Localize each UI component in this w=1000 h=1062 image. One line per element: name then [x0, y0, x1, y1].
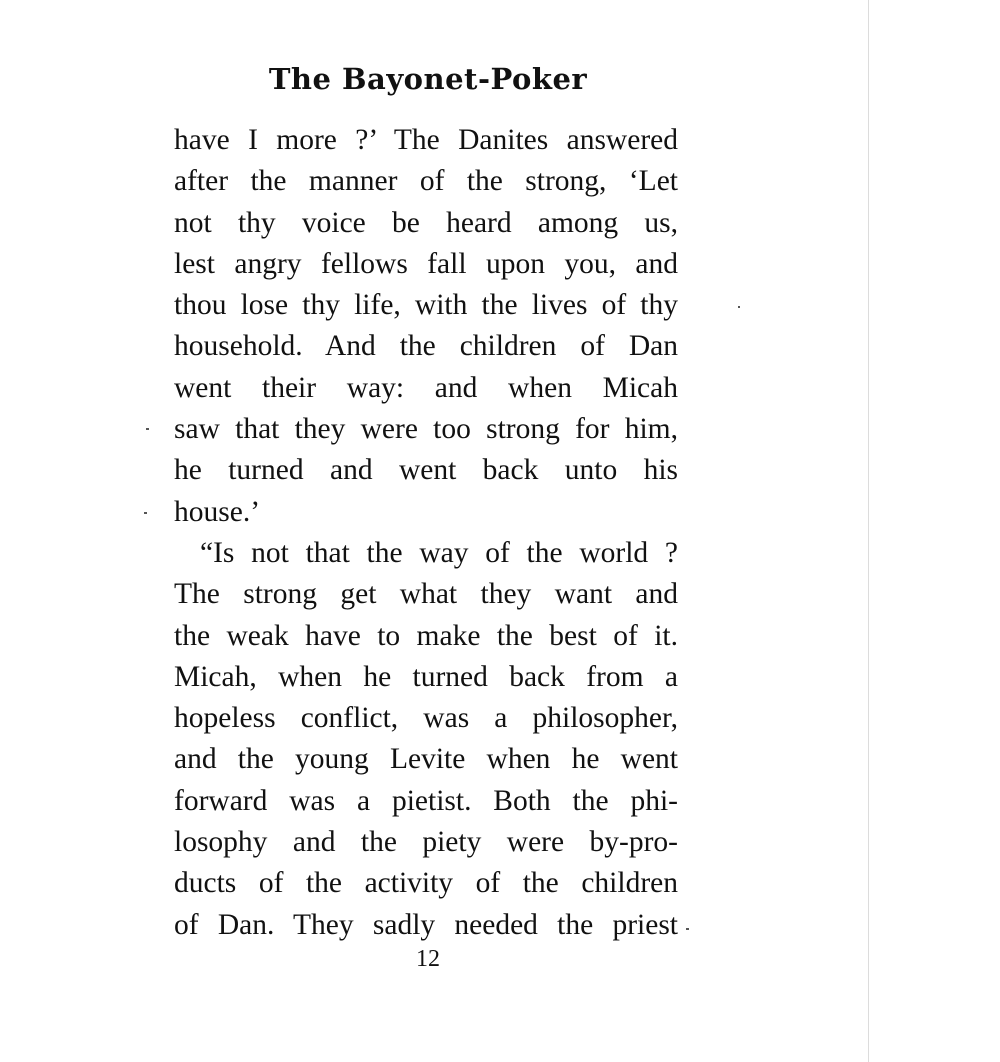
body-text — [174, 120, 678, 946]
text-line: lest angry fellows fall upon you, and — [174, 247, 678, 280]
text-line: went their way: and when Micah — [174, 371, 678, 404]
page-edge — [868, 0, 869, 1062]
text-line: not thy voice be heard among us, — [174, 206, 678, 239]
text-line: “Is not that the way of the world ? — [200, 536, 678, 569]
text-line: household. And the children of Dan — [174, 330, 678, 363]
text-line: losophy and the piety were by-pro- — [174, 826, 678, 859]
page-number: 12 — [416, 946, 440, 972]
text-line: house.’ — [174, 495, 261, 528]
text-line: after the manner of the strong, ‘Let — [174, 165, 678, 198]
text-line: ducts of the activity of the children — [174, 867, 678, 900]
text-line: of Dan. They sadly needed the priest — [174, 908, 678, 941]
text-line: Micah, when he turned back from a — [174, 660, 678, 693]
text-line: the weak have to make the best of it. — [174, 619, 678, 652]
text-line: and the young Levite when he went — [174, 743, 678, 776]
text-line: thou lose thy life, with the lives of thy — [174, 289, 678, 322]
text-line: forward was a pietist. Both the phi- — [174, 784, 678, 817]
text-line: have I more ?’ The Danites answered — [174, 124, 678, 156]
scan-speck — [146, 428, 149, 430]
scan-speck — [738, 306, 740, 308]
scan-speck — [144, 512, 147, 514]
text-line: he turned and went back unto his — [174, 454, 678, 487]
text-line: hopeless conflict, was a philosopher, — [174, 702, 678, 735]
running-head: The Bayonet-Poker — [268, 62, 588, 96]
text-line: saw that they were too strong for him, — [174, 413, 678, 446]
text-line: The strong get what they want and — [174, 578, 678, 611]
scan-speck — [686, 928, 689, 930]
